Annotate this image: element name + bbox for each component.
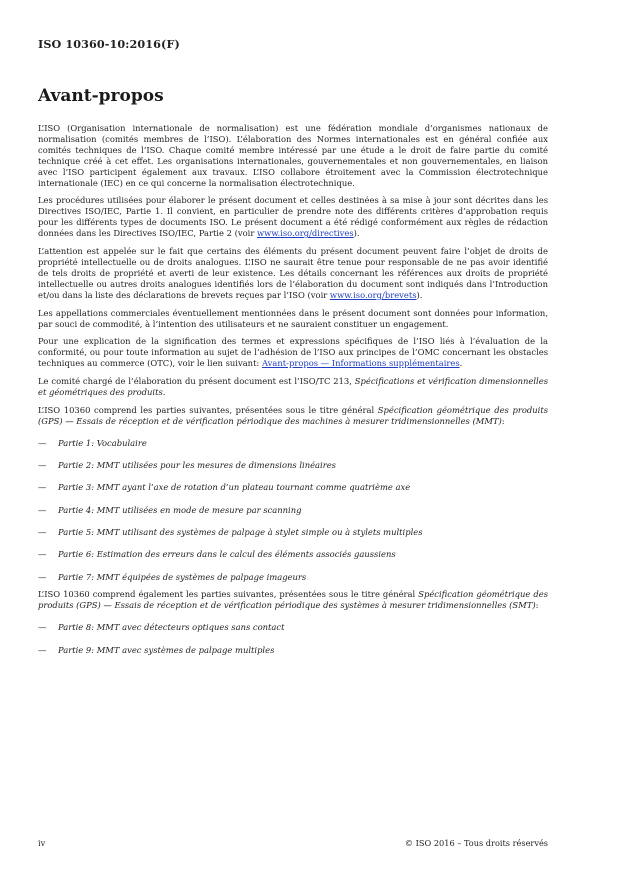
dash-marker: — [38,526,47,537]
page-footer [38,838,548,848]
list-item: — Partie 5: MMT utilisant des systèmes de palpage à stylet simple ou à stylets multiples [38,526,423,537]
dash-marker: — [38,549,47,560]
patents-link[interactable]: www.iso.org/brevets [329,289,417,300]
page-number: iv [38,838,46,848]
paragraph-trade-names: Les appellations commerciales éventuellement mentionnées dans le présent document sont données pour information, par souci de commodité, à l’intention des utilisateurs et ne sauraient constituer un engagement. [38,307,548,329]
dash-marker: — [38,644,47,655]
parts-list-b [38,622,548,655]
paragraph-committee: Le comité chargé de l’élaboration du présent document est l’ISO/TC 213, Spécifications et vérification dimensionnelles et géométriques des produits. [38,376,548,398]
copyright-notice: © ISO 2016 – Tous droits réservés [404,838,548,848]
list-item: — Partie 6: Estimation des erreurs dans le calcul des éléments associés gaussiens [38,549,396,560]
list-item: — Partie 8: MMT avec détecteurs optiques sans contact [38,622,285,633]
dash-marker: — [38,571,47,582]
dash-marker: — [38,437,47,448]
document-id: ISO 10360-10:2016(F) [38,37,180,51]
paragraph-procedures: Les procédures utilisées pour élaborer le présent document et celles destinées à sa mise à jour sont décrites dans les Directives ISO/IEC, Partie 1. Il convient, en particulier de prendre note des différents critères d’approbation requis pour les différents types de documents ISO. Le présent document a été rédigé conformément aux règles de rédaction données dans les Directives ISO/IEC, Partie 2 (voir www.iso.org/directives). [38,195,548,239]
list-item: — Partie 9: MMT avec systèmes de palpage multiples [38,644,275,655]
list-item: — Partie 3: MMT ayant l’axe de rotation d’un plateau tournant comme quatrième axe [38,482,411,493]
dash-marker: — [38,622,47,633]
directives-link[interactable]: www.iso.org/directives [256,228,354,239]
parts-list-a [38,438,548,583]
paragraph-conformity: Pour une explication de la signification des termes et expressions spécifiques de l’ISO liés à l’évaluation de la conformité, ou pour toute information au sujet de l’adhésion de l’ISO aux principes de l’OMC concernant les obstacles techniques au commerce (OTC), voir le lien suivant: Avant-propos — Informations supplémentaires. [38,336,548,369]
document-body [38,123,548,667]
list-item: — Partie 1: Vocabulaire [38,437,147,448]
list-item: — Partie 4: MMT utilisées en mode de mesure par scanning [38,504,302,515]
list-item: — Partie 7: MMT équipées de systèmes de palpage imageurs [38,571,307,582]
foreword-info-link[interactable]: Avant-propos — Informations supplémentaires [261,358,460,369]
paragraph-parts-intro: L’ISO 10360 comprend les parties suivantes, présentées sous le titre général Spécification géométrique des produits (GPS) — Essais de réception et de vérification périodique des machines à mesurer tridimensionnelles (MMT): [38,404,548,426]
dash-marker: — [38,460,47,471]
dash-marker: — [38,504,47,515]
paragraph-intro: L’ISO (Organisation internationale de normalisation) est une fédération mondiale d’organismes nationaux de normalisation (comités membres de l’ISO). L’élaboration des Normes internationales est en général confiée aux comités techniques de l’ISO. Chaque comité membre intéressé par une étude a le droit de faire partie du comité technique créé à cet effet. Les organisations internationales, gouvernementales et non gouvernementales, en liaison avec l’ISO participent également aux travaux. L’ISO collabore étroitement avec la Commission électrotechnique internationale (IEC) en ce qui concerne la normalisation électrotechnique. [38,123,548,188]
paragraph-patents: L’attention est appelée sur le fait que certains des éléments du présent document peuvent faire l’objet de droits de propriété intellectuelle ou de droits analogues. L’ISO ne saurait être tenue pour responsable de ne pas avoir identifié de tels droits de propriété et averti de leur existence. Les détails concernant les références aux droits de propriété intellectuelle ou autres droits analogues identifiés lors de l’élaboration du document sont indiqués dans l’Introduction et/ou dans la liste des déclarations de brevets reçues par l’ISO (voir www.iso.org/brevets). [38,246,548,300]
dash-marker: — [38,482,47,493]
page-title: Avant-propos [38,86,164,106]
list-item: — Partie 2: MMT utilisées pour les mesures de dimensions linéaires [38,460,336,471]
paragraph-parts-intro-2: L’ISO 10360 comprend également les parties suivantes, présentées sous le titre général Spécification géométrique des produits (GPS) — Essais de réception et de vérification périodique des systèmes à mesurer tridimensionnelles (SMT): [38,589,548,611]
